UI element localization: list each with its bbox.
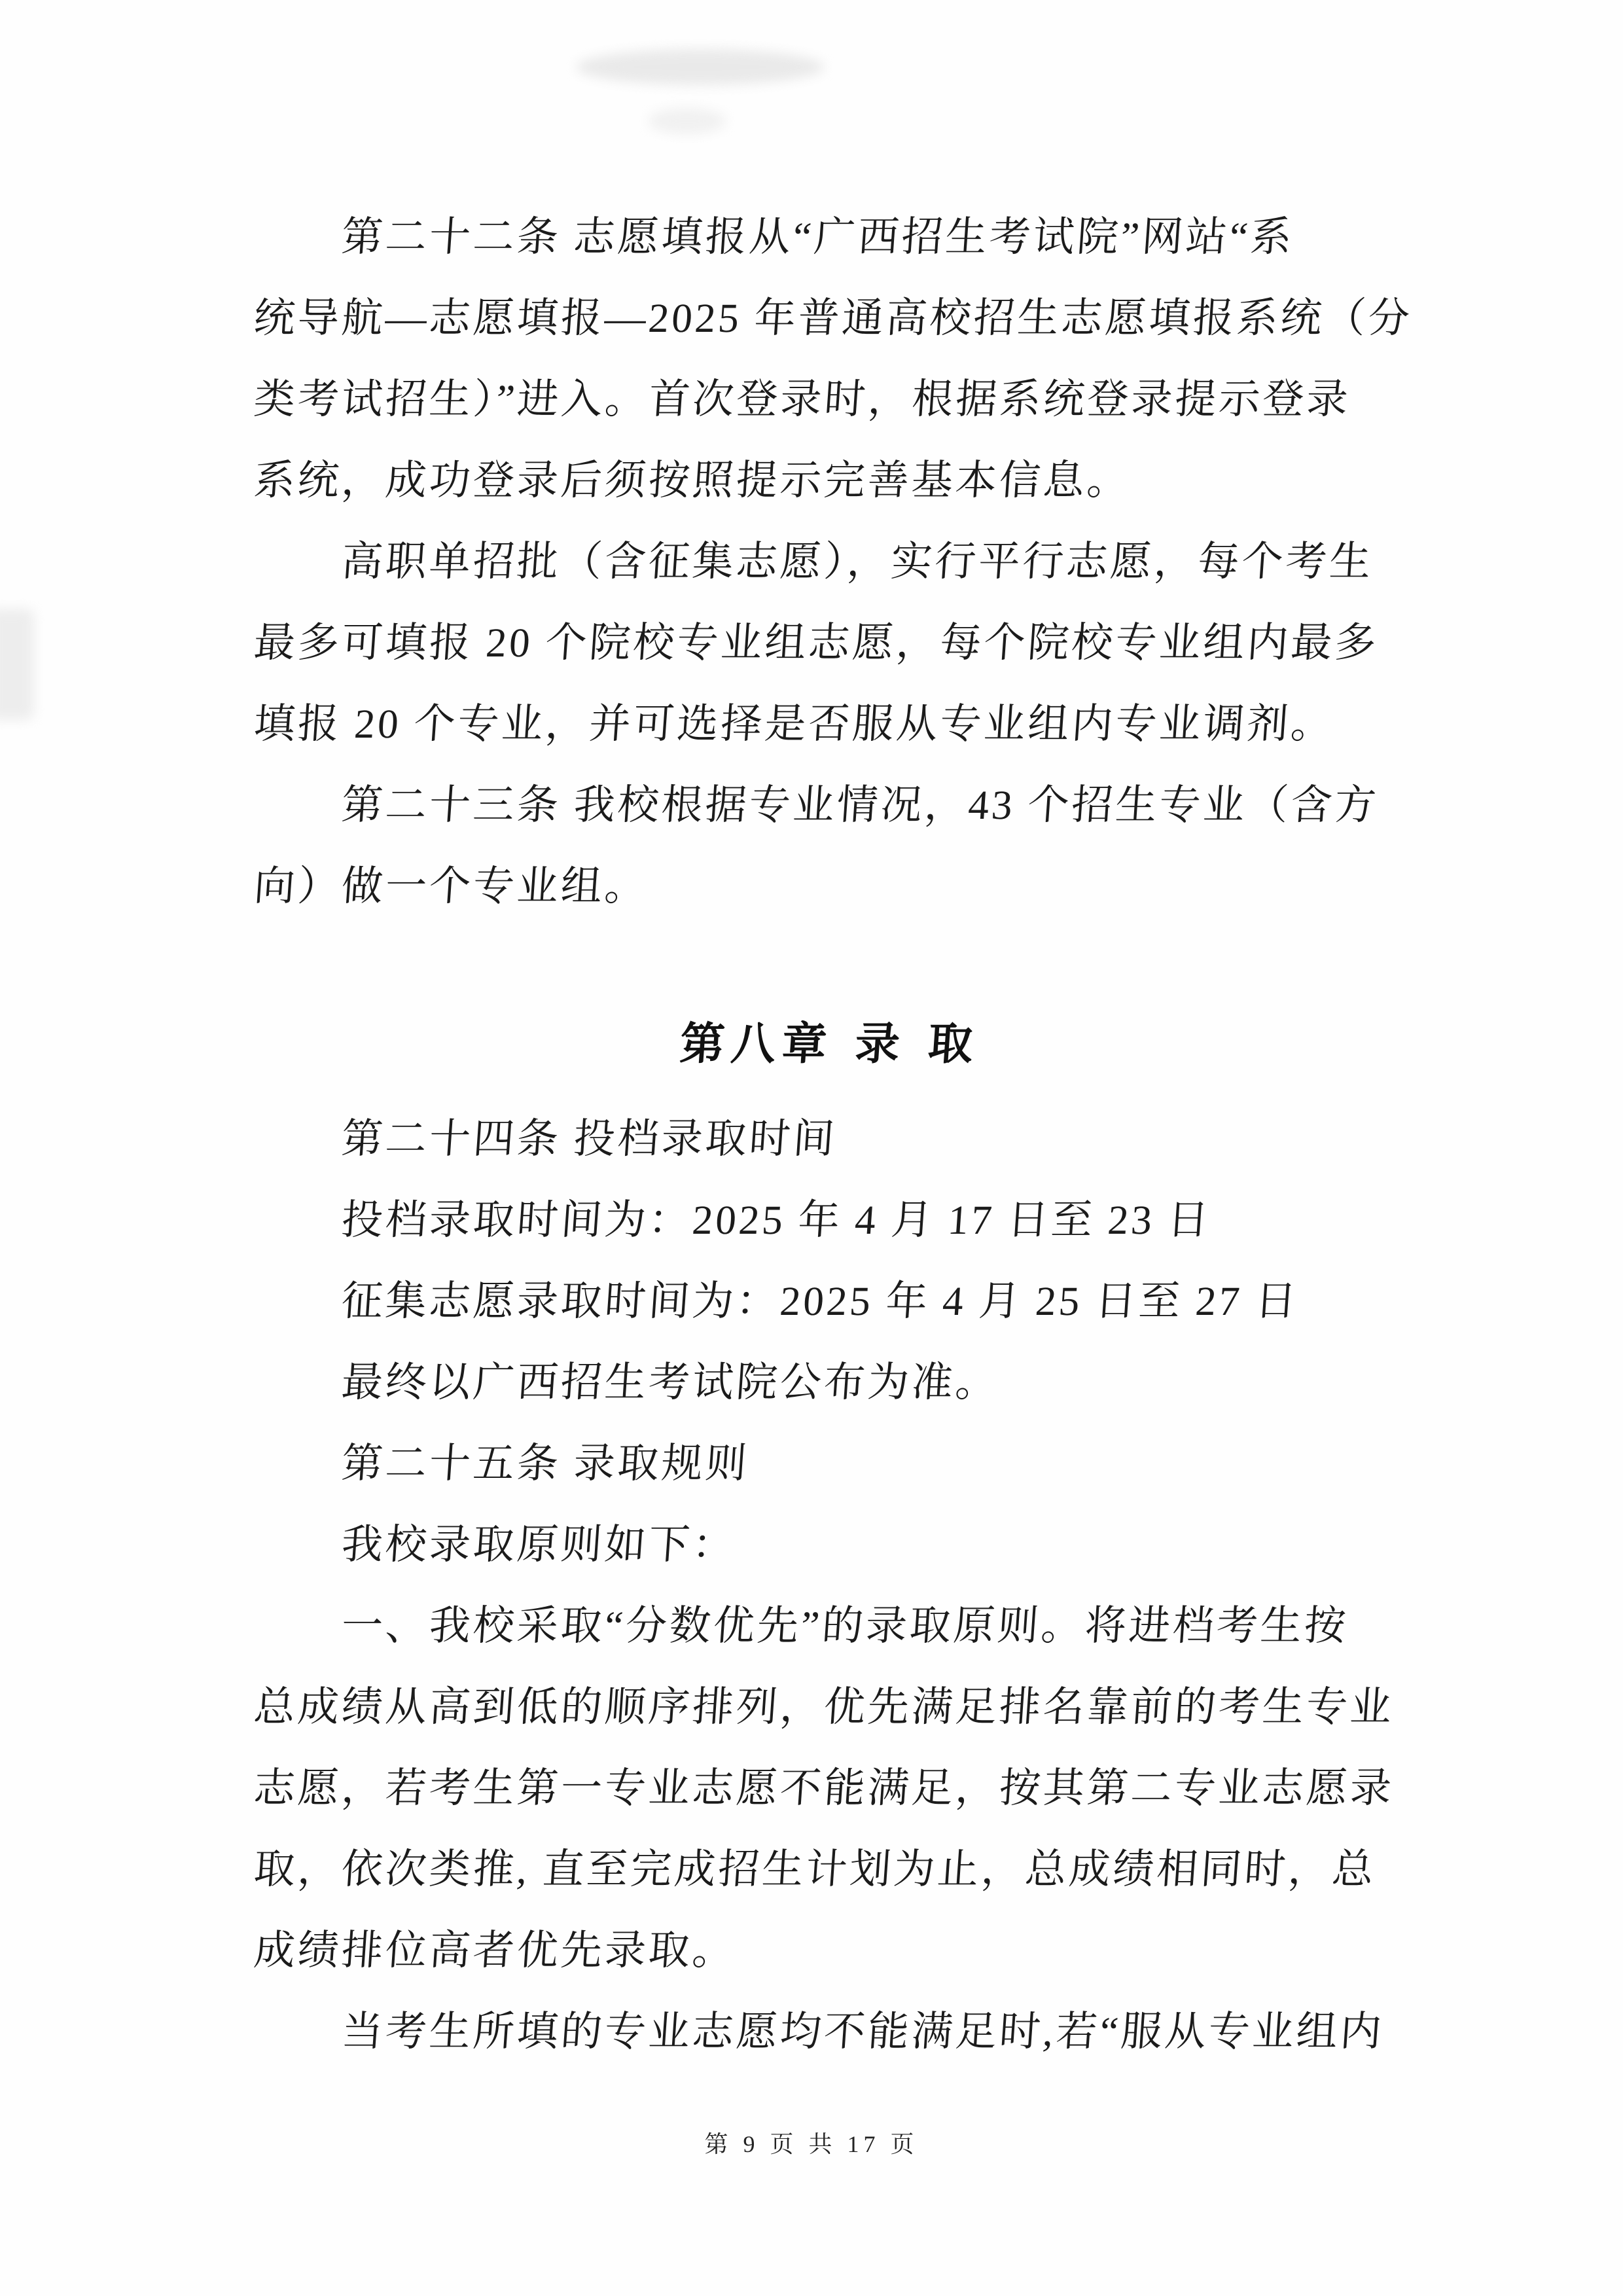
- text-line: [254, 683, 1406, 764]
- text-line-content: 类考试招生）”进入。首次登录时，根据系统登录提示登录: [252, 376, 1352, 422]
- text-line-content: 最终以广西招生考试院公布为准。: [340, 1359, 1001, 1405]
- chapter-heading: [254, 1004, 1406, 1085]
- scan-artifact: [576, 49, 825, 85]
- text-line: [254, 1666, 1406, 1748]
- text-line: [254, 440, 1406, 521]
- text-line-content: 填报 20 个专业，并可选择是否服从专业组内专业调剂。: [252, 701, 1336, 747]
- text-line: [254, 846, 1406, 927]
- scan-artifact: [648, 108, 726, 134]
- text-line: [254, 1991, 1406, 2072]
- text-line-content: 向）做一个专业组。: [252, 863, 651, 909]
- text-line-content: 第二十五条 录取规则: [340, 1441, 751, 1486]
- text-line-content: 志愿，若考生第一专业志愿不能满足，按其第二专业志愿录: [252, 1765, 1396, 1811]
- text-line: [254, 521, 1406, 602]
- text-line-content: 征集志愿录取时间为：2025 年 4 月 25 日至 27 日: [340, 1278, 1301, 1324]
- text-line: [254, 1261, 1406, 1342]
- document-body: [252, 196, 1414, 2072]
- text-line: [252, 278, 1414, 359]
- text-line: [254, 602, 1406, 683]
- text-line: [254, 1829, 1406, 1910]
- text-line-content: 取，依次类推, 直至完成招生计划为止，总成绩相同时，总: [252, 1846, 1378, 1892]
- text-line-content: 总成绩从高到低的顺序排列，优先满足排名靠前的考生专业: [252, 1684, 1396, 1730]
- text-line: [254, 1342, 1406, 1423]
- text-line-content: 系统，成功登录后须按照提示完善基本信息。: [252, 457, 1133, 503]
- text-line-content: 第二十四条 投档录取时间: [340, 1116, 839, 1162]
- text-line: [254, 764, 1406, 846]
- page-number: 第 9 页 共 17 页: [704, 2131, 919, 2157]
- text-line-content: 第八章 录 取: [678, 1018, 982, 1070]
- text-line-content: 投档录取时间为：2025 年 4 月 17 日至 23 日: [340, 1197, 1213, 1243]
- text-line-content: 当考生所填的专业志愿均不能满足时,若“服从专业组内: [340, 2009, 1386, 2054]
- text-line-content: 统导航—志愿填报—2025 年普通高校招生志愿填报系统（分: [252, 295, 1414, 341]
- text-line: [254, 1504, 1406, 1585]
- text-line-content: 我校录取原则如下：: [340, 1522, 738, 1568]
- text-line: [254, 1585, 1406, 1666]
- text-line: [254, 1748, 1406, 1829]
- text-line-content: 第二十二条 志愿填报从“广西招生考试院”网站“系: [340, 214, 1296, 260]
- text-line: [254, 1098, 1406, 1179]
- text-line-content: 高职单招批（含征集志愿），实行平行志愿，每个考生: [340, 539, 1375, 584]
- text-line-content: 第二十三条 我校根据专业情况，43 个招生专业（含方: [340, 782, 1380, 828]
- text-line-content: 成绩排位高者优先录取。: [252, 1928, 738, 1973]
- scan-artifact: [0, 609, 34, 720]
- text-line-content: 最多可填报 20 个院校专业组志愿，每个院校专业组内最多: [252, 620, 1380, 666]
- text-line: [254, 1179, 1406, 1261]
- text-line: [254, 1910, 1406, 1991]
- text-line: [254, 196, 1406, 278]
- text-line: [254, 1423, 1406, 1504]
- text-line: [254, 359, 1406, 440]
- text-line-content: 一、我校采取“分数优先”的录取原则。将进档考生按: [340, 1603, 1350, 1649]
